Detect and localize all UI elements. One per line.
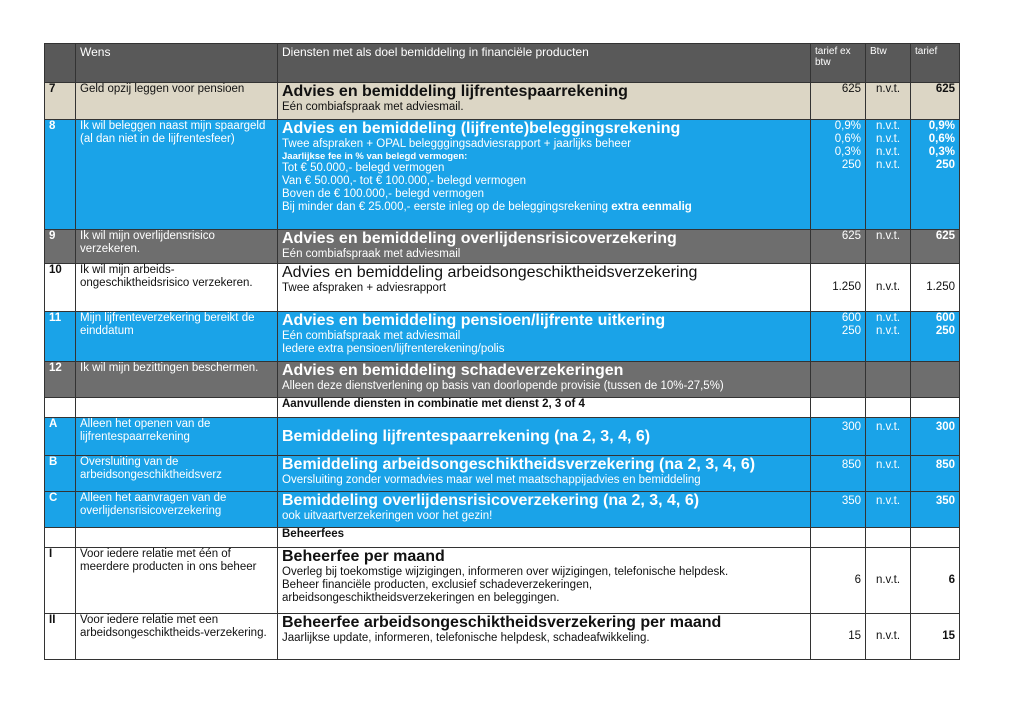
total-value: 600 <box>935 312 955 324</box>
row-letter: A <box>45 418 76 456</box>
row-service <box>278 264 811 312</box>
row-amount: 15 <box>811 614 866 660</box>
service-line: Eén combiafspraak met adviesmail <box>282 330 461 342</box>
row-total: 850 <box>911 456 960 492</box>
service-line: Van € 50.000,- tot € 100.000,- belegd vermogen <box>282 175 527 187</box>
table-row-c <box>45 492 960 528</box>
row-amount: 850 <box>811 456 866 492</box>
table-row-7 <box>45 83 960 120</box>
table-row-8 <box>45 120 960 230</box>
row-number: 9 <box>45 230 76 264</box>
empty-cell <box>76 528 278 548</box>
row-roman: II <box>45 614 76 660</box>
row-amount: 625 <box>811 230 866 264</box>
total-value: 0,3% <box>928 146 955 158</box>
empty-cell <box>811 398 866 418</box>
row-btw: n.v.t. <box>866 418 911 456</box>
row-service <box>278 456 811 492</box>
total-value: 0,9% <box>928 120 955 132</box>
row-wens: Alleen het aanvragen van de overlijdensrisicoverzekering <box>76 492 278 528</box>
row-btw: n.v.t. <box>866 548 911 614</box>
row-wens: Ik wil mijn bezittingen beschermen. <box>76 362 278 398</box>
row-amount <box>811 312 866 362</box>
service-title: Bemiddeling lijfrentespaarrekening (na 2, 3, 4, 6) <box>282 427 651 445</box>
total-value: 250 <box>935 159 955 171</box>
service-title: Advies en bemiddeling schadeverzekeringen <box>282 362 624 379</box>
service-line: Boven de € 100.000,- belegd vermogen <box>282 188 485 200</box>
row-amount: 1.250 <box>811 264 866 312</box>
row-letter: B <box>45 456 76 492</box>
service-title: Advies en bemiddeling arbeidsongeschiktheidsverzekering <box>282 264 698 281</box>
btw-value: n.v.t. <box>875 146 901 158</box>
row-amount <box>811 362 866 398</box>
service-title: Bemiddeling arbeidsongeschiktheidsverzekering (na 2, 3, 4, 6) <box>282 456 756 473</box>
btw-value: n.v.t. <box>875 120 901 132</box>
row-wens: Ik wil mijn overlijdensrisico verzekeren. <box>76 230 278 264</box>
row-amount: 350 <box>811 492 866 528</box>
row-total: 625 <box>911 230 960 264</box>
row-btw: n.v.t. <box>866 83 911 120</box>
row-service <box>278 230 811 264</box>
row-btw: n.v.t. <box>866 456 911 492</box>
table-row-12 <box>45 362 960 398</box>
row-wens: Ik wil beleggen naast mijn spaargeld (al dan niet in de lijfrentesfeer) <box>76 120 278 230</box>
service-line: Tot € 50.000,- belegd vermogen <box>282 162 445 174</box>
service-line: Beheer financiële producten, exclusief schadeverzekeringen, <box>282 579 593 591</box>
service-line: Jaarlijkse update, informeren, telefonische helpdesk, schadeafwikkeling. <box>282 632 650 644</box>
row-number: 11 <box>45 312 76 362</box>
table-row-i <box>45 548 960 614</box>
row-service <box>278 120 811 230</box>
row-number: 7 <box>45 83 76 120</box>
row-total <box>911 120 960 230</box>
row-total: 350 <box>911 492 960 528</box>
header-num <box>45 44 76 83</box>
row-total <box>911 312 960 362</box>
amount-value: 0,3% <box>834 146 861 158</box>
empty-cell <box>45 528 76 548</box>
service-line: Oversluiting zonder vormadvies maar wel met maatschappijadvies en bemiddeling <box>282 474 701 486</box>
row-total: 300 <box>911 418 960 456</box>
section-row-beheerfees <box>45 528 960 548</box>
amount-value: 250 <box>841 159 861 171</box>
service-line: Twee afspraken + adviesrapport <box>282 282 446 294</box>
service-title: Advies en bemiddeling pensioen/lijfrente uitkering <box>282 312 666 329</box>
section-row-aanvullend <box>45 398 960 418</box>
row-wens: Voor iedere relatie met een arbeidsongeschiktheids-verzekering. <box>76 614 278 660</box>
service-line: Eén combiafspraak met adviesmail <box>282 248 461 260</box>
service-line: Twee afspraken + OPAL belegggingsadviesrapport + jaarlijks beheer <box>282 138 632 150</box>
row-roman: I <box>45 548 76 614</box>
row-number: 12 <box>45 362 76 398</box>
row-letter: C <box>45 492 76 528</box>
row-wens: Voor iedere relatie met één of meerdere producten in ons beheer <box>76 548 278 614</box>
amount-value: 0,9% <box>834 120 861 132</box>
table-row-10 <box>45 264 960 312</box>
table-row-11 <box>45 312 960 362</box>
row-amount: 625 <box>811 83 866 120</box>
btw-value: n.v.t. <box>875 133 901 145</box>
table-row-ii <box>45 614 960 660</box>
row-btw: n.v.t. <box>866 230 911 264</box>
header-diensten: Diensten met als doel bemiddeling in financiële producten <box>278 44 811 83</box>
row-wens: Ik wil mijn arbeids-ongeschiktheidsrisico verzekeren. <box>76 264 278 312</box>
row-btw: n.v.t. <box>866 492 911 528</box>
empty-cell <box>76 398 278 418</box>
row-service <box>278 83 811 120</box>
row-amount <box>811 120 866 230</box>
service-line: Iedere extra pensioen/lijfrenterekening/polis <box>282 343 505 355</box>
service-title: Beheerfee arbeidsongeschiktheidsverzekering per maand <box>282 614 722 631</box>
row-wens: Geld opzij leggen voor pensioen <box>76 83 278 120</box>
total-value: 0,6% <box>928 133 955 145</box>
total-value: 250 <box>935 325 955 337</box>
service-title: Advies en bemiddeling overlijdensrisicoverzekering <box>282 230 677 247</box>
empty-cell <box>911 528 960 548</box>
row-amount: 300 <box>811 418 866 456</box>
empty-cell <box>866 398 911 418</box>
btw-value: n.v.t. <box>875 312 901 324</box>
row-btw <box>866 312 911 362</box>
service-line: Eén combiafspraak met adviesmail. <box>282 101 464 113</box>
header-tarief-ex-btw: tarief ex btw <box>811 44 866 83</box>
section-label: Beheerfees <box>278 528 811 548</box>
row-total: 15 <box>911 614 960 660</box>
header-wens: Wens <box>76 44 278 83</box>
row-service <box>278 614 811 660</box>
row-number: 8 <box>45 120 76 230</box>
header-row <box>45 44 960 83</box>
service-line: Overleg bij toekomstige wijzigingen, informeren over wijzigingen, telefonische helpdesk. <box>282 566 729 578</box>
row-service <box>278 548 811 614</box>
row-number: 10 <box>45 264 76 312</box>
service-title: Beheerfee per maand <box>282 548 445 565</box>
row-amount: 6 <box>811 548 866 614</box>
row-total <box>911 362 960 398</box>
row-wens: Oversluiting van de arbeidsongeschiktheidsverz <box>76 456 278 492</box>
service-line: arbeidsongeschiktheidsverzekeringen en beleggingen. <box>282 592 560 604</box>
service-line: ook uitvaartverzekeringen voor het gezin! <box>282 510 493 522</box>
btw-value: n.v.t. <box>875 325 901 337</box>
header-tarief: tarief <box>911 44 960 83</box>
row-btw <box>866 120 911 230</box>
extra-eenmalig: extra eenmalig <box>611 201 692 213</box>
header-btw: Btw <box>866 44 911 83</box>
empty-cell <box>866 528 911 548</box>
row-total: 625 <box>911 83 960 120</box>
row-total: 6 <box>911 548 960 614</box>
table-row-9 <box>45 230 960 264</box>
service-title: Advies en bemiddeling (lijfrente)beleggingsrekening <box>282 120 681 137</box>
service-line: Alleen deze dienstverlening op basis van doorlopende provisie (tussen de 10%-27,5%) <box>282 380 724 392</box>
table-row-b <box>45 456 960 492</box>
row-service <box>278 418 811 456</box>
row-wens: Alleen het openen van de lijfrentespaarrekening <box>76 418 278 456</box>
service-title: Bemiddeling overlijdensrisicoverzekering (na 2, 3, 4, 6) <box>282 492 700 509</box>
empty-cell <box>45 398 76 418</box>
row-service <box>278 362 811 398</box>
row-btw: n.v.t. <box>866 264 911 312</box>
amount-value: 250 <box>841 325 861 337</box>
empty-cell <box>811 528 866 548</box>
section-label: Aanvullende diensten in combinatie met dienst 2, 3 of 4 <box>278 398 811 418</box>
amount-value: 0,6% <box>834 133 861 145</box>
row-btw: n.v.t. <box>866 614 911 660</box>
row-total: 1.250 <box>911 264 960 312</box>
service-line-text: Bij minder dan € 25.000,- eerste inleg op de beleggingsrekening <box>282 201 612 213</box>
row-wens: Mijn lijfrenteverzekering bereikt de einddatum <box>76 312 278 362</box>
row-service <box>278 312 811 362</box>
row-btw <box>866 362 911 398</box>
empty-cell <box>911 398 960 418</box>
tariff-table <box>44 43 960 660</box>
table-row-a <box>45 418 960 456</box>
row-service <box>278 492 811 528</box>
service-title: Advies en bemiddeling lijfrentespaarrekening <box>282 83 628 100</box>
service-line <box>282 201 806 214</box>
service-line-small: Jaarlijkse fee in % van belegd vermogen: <box>282 151 468 162</box>
btw-value: n.v.t. <box>875 159 901 171</box>
amount-value: 600 <box>841 312 861 324</box>
